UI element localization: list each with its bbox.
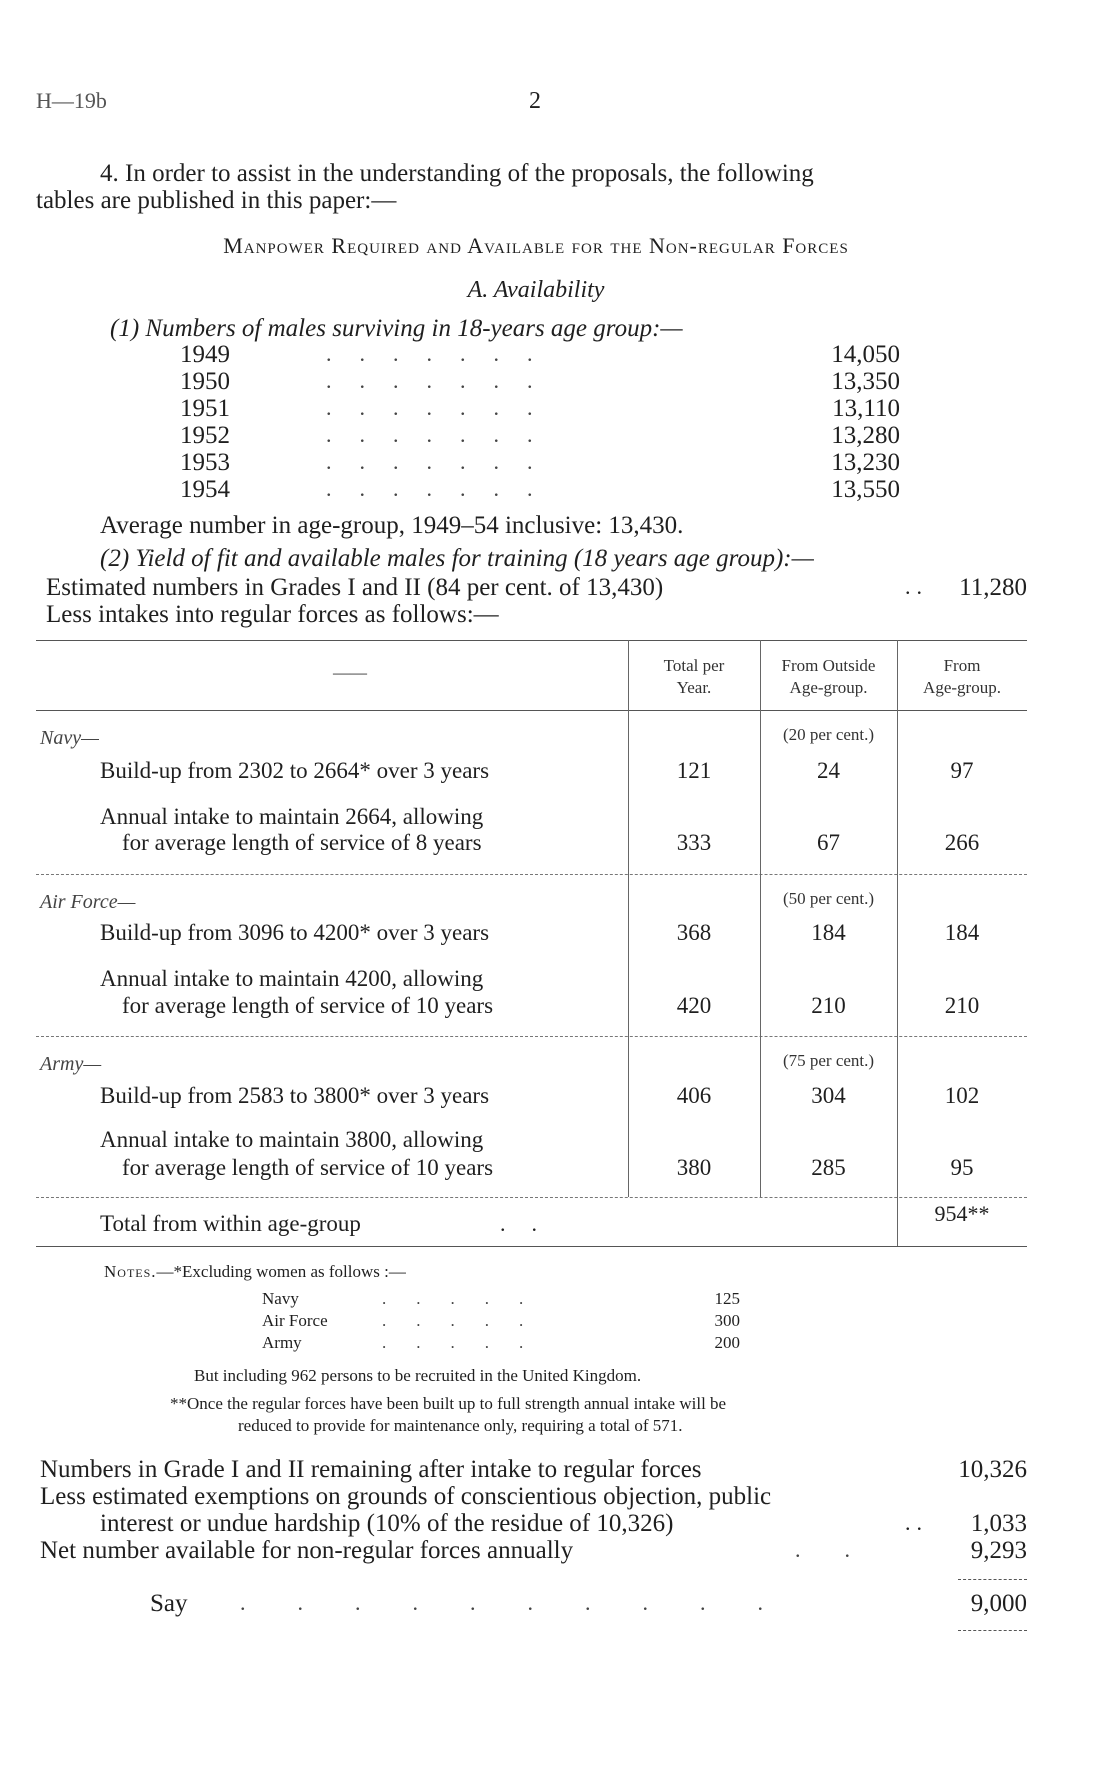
air-rule <box>36 1036 1027 1037</box>
less-exemptions-line-2: interest or undue hardship (10% of the residue of 10,326) <box>100 1510 674 1537</box>
leader-dots: ..... <box>382 1333 554 1352</box>
intro-line-1: 4. In order to assist in the understanding of the proposals, the following <box>100 160 814 187</box>
outside-header <box>760 655 897 699</box>
army-annual-desc-2: for average length of service of 10 years <box>122 1155 494 1180</box>
total-header-line-2: Year. <box>676 678 712 697</box>
army-buildup-total: 406 <box>676 1083 712 1108</box>
column-divider <box>760 640 761 1197</box>
note-item-value: 300 <box>714 1311 740 1330</box>
less-exemptions-line-1: Less estimated exemptions on grounds of conscientious objection, public <box>40 1483 772 1510</box>
navy-rule <box>36 874 1027 875</box>
year-label: 1954 <box>180 476 230 503</box>
yield-title: (2) Yield of fit and available males for training (18 years age group):— <box>100 545 814 572</box>
navy-buildup-outside: 24 <box>817 758 840 783</box>
estimated-value: 11,280 <box>959 574 1027 601</box>
air-force-buildup-outside: 184 <box>811 920 846 945</box>
net-underline <box>958 1579 1027 1580</box>
army-annual-total: 380 <box>676 1155 712 1180</box>
outside-header-line-2: Age-group. <box>789 678 868 697</box>
from-header-line-1: From <box>943 656 981 675</box>
leader-dots: .. <box>500 1211 563 1236</box>
from-header-line-2: Age-group. <box>923 678 1001 697</box>
remaining-value: 10,326 <box>958 1456 1027 1483</box>
less-intakes-line: Less intakes into regular forces as follows:— <box>46 601 499 628</box>
navy-annual-desc-1: Annual intake to maintain 2664, allowing <box>100 804 484 829</box>
year-value: 13,110 <box>832 395 900 422</box>
navy-percent: (20 per cent.) <box>782 725 875 744</box>
leader-dots: ....... <box>326 341 561 366</box>
air-force-annual-desc-2: for average length of service of 10 years <box>122 993 494 1018</box>
document-reference: H—19b <box>36 88 107 113</box>
main-title: Manpower Required and Available for the Non-regular Forces <box>223 233 849 258</box>
column-divider <box>628 640 629 1197</box>
air-force-annual-desc-1: Annual intake to maintain 4200, allowing <box>100 966 484 991</box>
year-label: 1949 <box>180 341 230 368</box>
army-label: Army— <box>40 1053 102 1075</box>
note-item-name: Army <box>262 1333 302 1352</box>
air-force-buildup-total: 368 <box>676 920 712 945</box>
army-annual-outside: 285 <box>811 1155 846 1180</box>
leader-dots: .......... <box>240 1590 815 1615</box>
navy-label: Navy— <box>40 727 99 749</box>
say-label: Say <box>150 1590 188 1617</box>
intro-line-2: tables are published in this paper:— <box>36 187 397 214</box>
page-number: 2 <box>529 88 541 114</box>
note-item-name: Navy <box>262 1289 299 1308</box>
leader-dots: ....... <box>326 476 561 501</box>
note-item-name: Air Force <box>262 1311 328 1330</box>
navy-buildup-from: 97 <box>950 758 974 783</box>
leader-dots: ....... <box>326 449 561 474</box>
leader-dots: ..... <box>382 1311 554 1330</box>
air-force-buildup-from: 184 <box>944 920 980 945</box>
total-header-line-1: Total per <box>663 656 725 675</box>
notes-label: Notes. <box>104 1262 157 1281</box>
leader-dots: .. <box>795 1537 894 1562</box>
air-force-buildup-desc: Build-up from 3096 to 4200* over 3 years <box>100 920 490 945</box>
year-label: 1953 <box>180 449 230 476</box>
air-force-annual-from: 210 <box>944 993 980 1018</box>
army-rule <box>36 1197 1027 1198</box>
army-annual-desc-1: Annual intake to maintain 3800, allowing <box>100 1127 484 1152</box>
total-label: Total from within age-group <box>100 1211 361 1236</box>
header-rule <box>36 710 1027 711</box>
year-value: 13,550 <box>831 476 900 503</box>
navy-annual-from: 266 <box>944 830 980 855</box>
army-annual-from: 95 <box>950 1155 974 1180</box>
leader-dots: ....... <box>326 395 561 420</box>
remaining-label: Numbers in Grade I and II remaining after intake to regular forces <box>40 1456 702 1483</box>
outside-header-line-1: From Outside <box>781 656 876 675</box>
year-value: 13,230 <box>831 449 900 476</box>
note-double-star-line-1: **Once the regular forces have been built up to full strength annual intake will be <box>170 1394 727 1413</box>
year-value: 14,050 <box>831 341 900 368</box>
air-force-annual-outside: 210 <box>811 993 846 1018</box>
estimated-label: Estimated numbers in Grades I and II (84 per cent. of 13,430) <box>46 574 664 601</box>
from-header <box>897 655 1027 699</box>
section-a-subtitle: (1) Numbers of males surviving in 18-years age group:— <box>110 315 683 342</box>
air-force-label: Air Force— <box>40 891 136 913</box>
navy-annual-total: 333 <box>676 830 712 855</box>
note-double-star-line-2: reduced to provide for maintenance only, requiring a total of 571. <box>238 1416 683 1435</box>
say-value: 9,000 <box>970 1590 1027 1617</box>
note-uk-line: But including 962 persons to be recruited in the United Kingdom. <box>194 1366 642 1385</box>
section-a-title: A. Availability <box>467 277 605 303</box>
note-item-value: 200 <box>714 1333 740 1352</box>
navy-buildup-total: 121 <box>676 758 712 783</box>
say-underline <box>958 1630 1027 1631</box>
less-exemptions-value: 1,033 <box>970 1510 1027 1537</box>
table-bottom-rule <box>36 1246 1027 1247</box>
navy-buildup-desc: Build-up from 2302 to 2664* over 3 years <box>100 758 490 783</box>
army-buildup-desc: Build-up from 2583 to 3800* over 3 years <box>100 1083 490 1108</box>
note-item-value: 125 <box>714 1289 740 1308</box>
notes-intro: —*Excluding women as follows :— <box>156 1262 406 1281</box>
average-line: Average number in age-group, 1949–54 inclusive: 13,430. <box>100 512 684 539</box>
leader-dots: ....... <box>326 422 561 447</box>
army-buildup-from: 102 <box>944 1083 980 1108</box>
year-label: 1951 <box>180 395 230 422</box>
air-force-annual-total: 420 <box>676 993 712 1018</box>
navy-annual-desc-2: for average length of service of 8 years <box>122 830 482 855</box>
year-label: 1952 <box>180 422 230 449</box>
year-label: 1950 <box>180 368 230 395</box>
leader-dots: .. <box>905 574 928 599</box>
year-value: 13,280 <box>831 422 900 449</box>
leader-dots: .. <box>905 1510 928 1535</box>
net-value: 9,293 <box>970 1537 1027 1564</box>
navy-annual-outside: 67 <box>817 830 840 855</box>
army-buildup-outside: 304 <box>811 1083 846 1108</box>
air-force-percent: (50 per cent.) <box>782 889 875 908</box>
net-label: Net number available for non-regular forces annually <box>40 1537 574 1564</box>
desc-header: —— <box>333 663 367 682</box>
army-percent: (75 per cent.) <box>782 1051 875 1070</box>
leader-dots: ....... <box>326 368 561 393</box>
total-value: 954** <box>934 1201 990 1226</box>
total-header <box>628 655 760 699</box>
table-top-rule <box>36 640 1027 641</box>
year-value: 13,350 <box>831 368 900 395</box>
leader-dots: ..... <box>382 1289 554 1308</box>
